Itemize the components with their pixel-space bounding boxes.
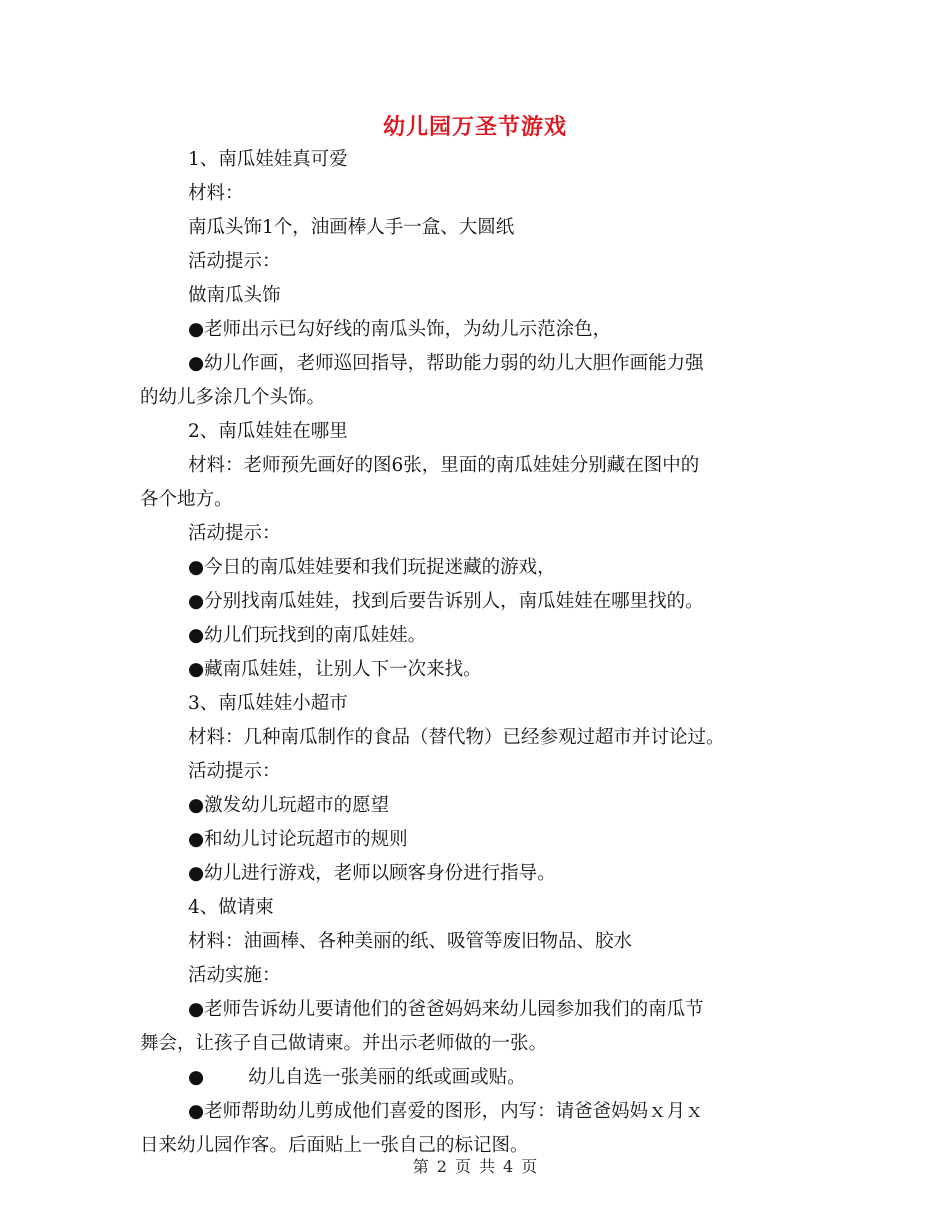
document-body: [140, 143, 820, 1163]
line-text: 舞会，让孩子自己做请柬。并出示老师做的一张。: [140, 1033, 548, 1054]
line-text: ●激发幼儿玩超市的愿望: [188, 795, 390, 816]
paragraph-line: [140, 143, 820, 177]
paragraph-line: [140, 347, 820, 381]
line-text: ●分别找南瓜娃娃，找到后要告诉别人，南瓜娃娃在哪里找的。: [188, 591, 704, 612]
line-text: 的幼儿多涂几个头饰。: [140, 387, 326, 408]
line-text: 材料：: [188, 183, 244, 204]
line-text: ●藏南瓜娃娃，让别人下一次来找。: [188, 659, 482, 680]
paragraph-line: [140, 517, 820, 551]
line-text: 4、做请柬: [188, 897, 274, 918]
paragraph-line: [140, 823, 820, 857]
paragraph-line: [140, 925, 820, 959]
footer-text: 4: [503, 1157, 514, 1176]
line-text: 活动提示：: [188, 251, 281, 272]
line-text: ●老师告诉幼儿要请他们的爸爸妈妈来幼儿园参加我们的南瓜节: [188, 999, 704, 1020]
paragraph-line: [140, 381, 820, 415]
paragraph-line: [140, 585, 820, 619]
paragraph-line: [140, 1095, 820, 1129]
line-text: 2、南瓜娃娃在哪里: [188, 421, 348, 442]
line-text: 各个地方。: [140, 489, 233, 510]
line-text: 活动提示：: [188, 523, 281, 544]
paragraph-line: [140, 483, 820, 517]
paragraph-line: [140, 721, 820, 755]
line-text: ●幼儿们玩找到的南瓜娃娃。: [188, 625, 427, 646]
paragraph-line: [140, 1061, 820, 1095]
paragraph-line: [140, 211, 820, 245]
paragraph-line: [140, 653, 820, 687]
paragraph-line: [140, 551, 820, 585]
paragraph-line: [140, 449, 820, 483]
paragraph-line: [140, 993, 820, 1027]
paragraph-line: [140, 177, 820, 211]
line-text: ●幼儿作画，老师巡回指导，帮助能力弱的幼儿大胆作画能力强: [188, 353, 704, 374]
line-text: 做南瓜头饰: [188, 285, 281, 306]
footer-text: 页: [454, 1157, 471, 1176]
paragraph-line: [140, 245, 820, 279]
paragraph-line: [140, 789, 820, 823]
line-text: 材料：老师预先画好的图6张，里面的南瓜娃娃分别藏在图中的: [188, 455, 700, 476]
paragraph-line: [140, 1027, 820, 1061]
line-text: 幼儿自选一张美丽的纸或画或贴。: [248, 1067, 526, 1088]
line-text: 材料：几种南瓜制作的食品（替代物）已经参观过超市并讨论过。: [188, 727, 725, 748]
footer-text: 第: [412, 1157, 429, 1176]
paragraph-line: [140, 959, 820, 993]
line-text: ●和幼儿讨论玩超市的规则: [188, 829, 408, 850]
line-text: 日来幼儿园作客。后面贴上一张自己的标记图。: [140, 1135, 529, 1156]
paragraph-line: [140, 687, 820, 721]
footer-text: 页: [521, 1157, 538, 1176]
line-text: ●老师出示已勾好线的南瓜头饰，为幼儿示范涂色，: [188, 319, 612, 340]
paragraph-line: [140, 619, 820, 653]
footer-text: 共: [479, 1157, 496, 1176]
footer-text: 2: [436, 1157, 447, 1176]
line-text: 南瓜头饰1个，油画棒人手一盒、大圆纸: [188, 217, 515, 238]
paragraph-line: [140, 891, 820, 925]
page-footer: [0, 1154, 950, 1177]
paragraph-line: [140, 313, 820, 347]
line-text: 3、南瓜娃娃小超市: [188, 693, 348, 714]
page-title: 幼儿园万圣节游戏: [382, 114, 567, 140]
line-text: ●幼儿进行游戏，老师以顾客身份进行指导。: [188, 863, 556, 884]
paragraph-line: [140, 755, 820, 789]
paragraph-line: [140, 415, 820, 449]
line-text: ●老师帮助幼儿剪成他们喜爱的图形，内写：请爸爸妈妈ｘ月ｘ: [188, 1101, 704, 1122]
line-text: 活动实施：: [188, 965, 281, 986]
paragraph-line: [140, 857, 820, 891]
line-text: ●: [188, 1067, 205, 1088]
line-text: ●今日的南瓜娃娃要和我们玩捉迷藏的游戏，: [188, 557, 556, 578]
line-text: 材料：油画棒、各种美丽的纸、吸管等废旧物品、胶水: [188, 931, 633, 952]
line-text: 活动提示：: [188, 761, 281, 782]
paragraph-line: [140, 279, 820, 313]
line-text: 1、南瓜娃娃真可爱: [188, 149, 348, 170]
